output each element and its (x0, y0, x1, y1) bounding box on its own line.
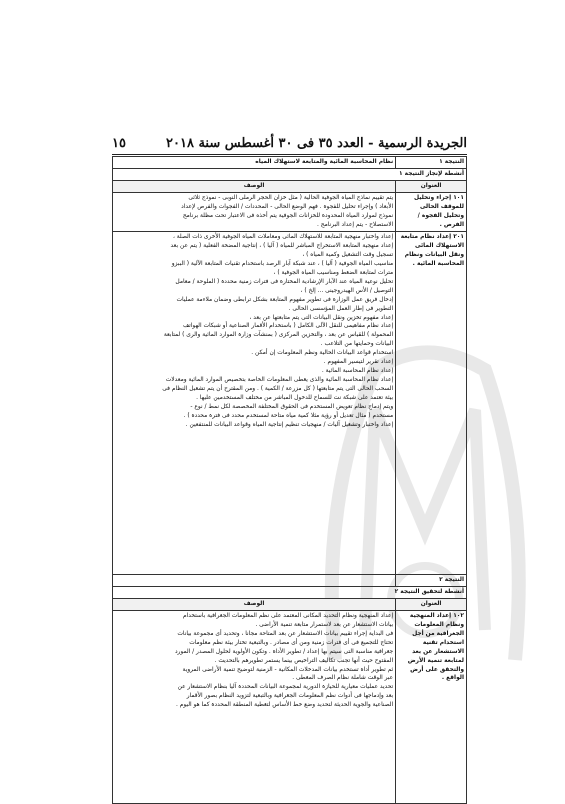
desc-line: إعداد مفهوم تخزين ونقل البيانات التى يتم متابعتها عن بعد ، (249, 314, 394, 321)
result1-label: النتيجة ١ (396, 157, 467, 169)
table-row (113, 192, 467, 231)
result2-row (113, 574, 467, 586)
result2-column-headers (113, 598, 467, 610)
desc-line: إعداد نظام مفاهيمى للنقل الآلى الكامل ( باستخدام الأقمار الصناعية أو شبكات الهواتف (183, 323, 394, 330)
desc-line: السحب الحالى التى يتم متابعتها ( كل مزرعة / الكمية ) . ومن المقترح أن يتم تشغيل النظام فى (162, 386, 394, 393)
desc-line: تسجيل وقت التشغيل وكمية المياه ) ، (302, 251, 394, 258)
desc-line: مستخدم ( مثال تعديل أو رؤية مثلا كمية مياه متاحة لمستخدم محدد فى فترة محددة ) . (183, 413, 394, 420)
desc-line: إعداد المنهجية ونظام التحديد المكانى المعتمد على نظم المعلومات الجغرافية باستخدام (182, 612, 394, 619)
desc-line: ثم تطوير أداة تستخدم بيانات المدخلات المكانية - الزمنية لتوضيح تنمية الأراضى المروية (182, 666, 394, 673)
desc-line: الأبعاد ) وإجراء تحليل للفجوة . فهم الوضع الحالى - المحددات / الفجوات والفرص لإعداد (181, 203, 394, 210)
desc-line: فى البداية إجراء تقييم بيانات الاستشعار عن بعد المتاحة مجانا ، وتحديد أى مجموعة بيانات (177, 630, 394, 637)
desc-line: الصناعية والجوية الحديثة لتحديد وضع خط الأساس لتغطية المنطقة المحددة كما هو اليوم . (176, 702, 394, 709)
table-row (113, 231, 467, 574)
desc-line: إعداد نظام المحاسبة المائية . (321, 368, 394, 375)
desc-line: استخدام قواعد البيانات الحالية ونظم المعلومات إن أمكن . (251, 350, 394, 357)
col-desc-header: الوصف (113, 180, 396, 192)
desc-line: المفتوح حيث أنها تجنب تكاليف التراخيص بينما يستمر تطويرهم بالتحديث . (214, 657, 394, 664)
desc-line: إعداد نظام المحاسبة المائية والذى يغطى المعلومات الخاصة بتخصيص الموارد المائية ومعدلات (165, 377, 394, 384)
desc-line: مناسيب المياه الجوفية ( آليا ) ، عند شبكة آبار الرصد باستخدام تقنيات المتابعة الآلية ( الببزو (171, 260, 394, 267)
desc-line: التطوير فى إطار العمل المؤسسى الحالى . (288, 305, 394, 312)
desc-line: بيئة تعتمد على شبكة نت للسماح للدخول المباشر من مختلف المستخدمين عليها . (196, 395, 394, 402)
desc-line: تحتاج للتجميع فى أى فترات زمنية ومن أى مصادر . وبالتبعية تختار بيئة نظم معلومات (189, 639, 394, 646)
desc-line: المحمولة ) للقياس عن بعد ، والتخزين المركزى ( بمنشآت وزارة الموارد المائية والرى ) لمتابعة (163, 332, 394, 339)
desc-line: بعد وإدماجها فى أدوات نظم المعلومات الجغرافية وبالتبعية لتزويد النظام بصور الأقمار (186, 693, 394, 700)
desc-line: تحليل نوعية المياه عند الآبار الإرشادية المختارة فى فترات زمنية محددة ( الملوحة / معامل (175, 278, 394, 285)
activity-desc (113, 192, 396, 231)
table-row (113, 610, 467, 803)
result1-activities-header: أنشطة لإنجاز النتيجة ١ (113, 168, 467, 180)
gazette-header (112, 133, 467, 153)
desc-line: تحديد عمليات معيارية للحيازة الدورية لمجموعة البيانات المحددة آليا بنظام الاستشعار عن (177, 684, 394, 691)
desc-line: عبر الوقت شاملة نظام الصرف المغطى . (292, 675, 394, 682)
desc-line: ويتم إدماج نظام تعويض المستخدم فى الحقوق المختلفة المخصصة لكل نمط / نوع - (190, 404, 394, 411)
result1-row (113, 157, 467, 169)
result2-label: النتيجة ٢ (396, 574, 467, 586)
gazette-title: الجريدة الرسمية - العدد ٣٥ فى ٣٠ أغسطس سنة ٢٠١٨ (166, 135, 467, 151)
page-number: ١٥ (112, 135, 126, 151)
desc-line: إعداد واختبار وتشغيل آليات / منهجيات تنظيم إنتاجية المياه وقواعد البيانات للمنتفعين . (185, 422, 394, 429)
desc-line: جغرافية مناسبة التى سيتم بها إعداد / تطوير الأداة . وتكون الأولوية لحلول المصدر / المورد (174, 648, 394, 655)
desc-line: البيانات وحمايتها من التلاعب . (320, 341, 394, 348)
col-title-header: العنوان (396, 598, 467, 610)
result2-activities-header: أنشطة لتحقيق النتيجة ٢ (113, 586, 467, 598)
desc-line: الاستصلاح - يتم إعداد البرنامج . (317, 221, 394, 228)
activity-title: ١٠١ إجراء وتحليل للموقف الحالى وتحليل الفجوة / الفرص . (396, 192, 467, 231)
desc-line: إعداد تقرير لتيسير المفهوم . (323, 359, 394, 366)
result1-column-headers (113, 180, 467, 192)
result1-title: نظام المحاسبة المائية والمتابعة لاستهلاك المياه (113, 157, 396, 169)
desc-line: مترات لمتابعة الضغط ومناسيب المياه الجوفية ) ، (273, 269, 394, 276)
results-table (112, 156, 467, 804)
desc-line: إعداد واختبار منهجية المتابعة للاستهلاك المائى ومعاملات المياه الجوفية الأخرى ذات الصلة ، (172, 233, 394, 240)
activity-desc (113, 231, 396, 574)
desc-line: إدخال فريق عمل الوزارة فى تطوير مفهوم المتابعة بشكل ترابطى وضمان ملاءمة عمليات (176, 296, 394, 303)
result2-title-empty (113, 574, 396, 586)
desc-line: التوصيل / الأس الهيدروجينى ... إلخ ) ، (300, 287, 394, 294)
desc-line: بيانات الاستشعار عن بعد لاستمرار متابعة تنمية الأراضى . (255, 621, 394, 628)
col-desc-header: الوصف (113, 598, 396, 610)
col-title-header: العنوان (396, 180, 467, 192)
activity-desc (113, 610, 396, 803)
desc-line: إعداد منهجية المتابعة الاستخراج المباشر للمياه ( آليا ) ، إنتاجية المضخة الفعلية ( يتم عن بعد (170, 242, 394, 249)
result2-activities-header-row (113, 586, 467, 598)
desc-line: نموذج لموارد المياه المحدودة للخزانات الجوفية يتم أخذه فى الاعتبار تحت مظلة برنامج (182, 212, 394, 219)
desc-line: يتم تقييم نماذج المياه الجوفية الحالية ( مثل خزان الحجر الرملى النوبى - نموذج ثلاثى (188, 194, 394, 201)
activity-title: ٢٠١ إعداد نظام متابعة الاستهلاك المائى ونقل البيانات ونظام المحاسبة المائية . (396, 231, 467, 574)
activity-title: ١٠٢ إعداد المنهجية ونظام المعلومات الجغرافية من أجل استخدام تقنية الاستشعار عن بعد لمتابعة تنمية الأرض والتحقق على أرض الواقع . (396, 610, 467, 803)
result1-activities-header-row (113, 168, 467, 180)
header-rule (112, 154, 467, 155)
